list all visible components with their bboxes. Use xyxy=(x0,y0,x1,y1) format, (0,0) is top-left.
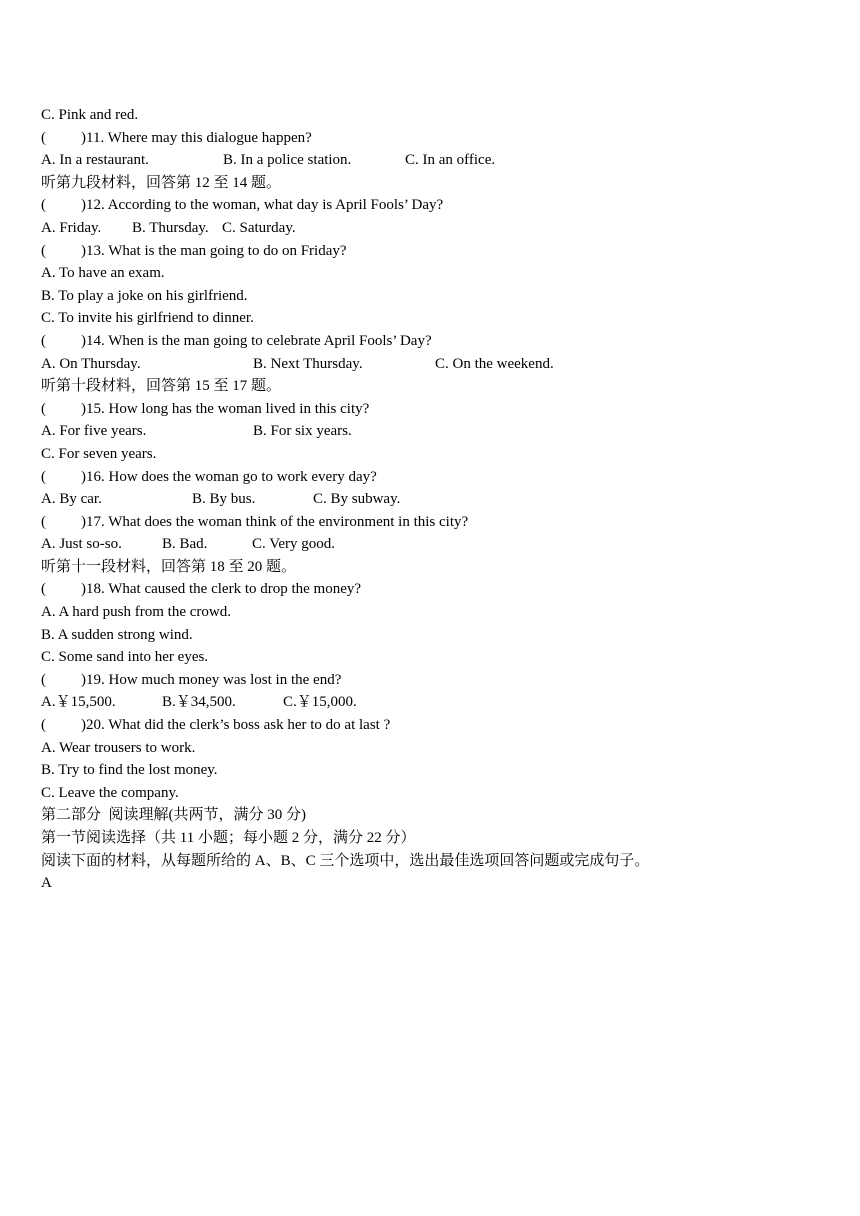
option-a: A. For five years. xyxy=(41,423,147,440)
option-c: C. Very good. xyxy=(252,536,336,553)
option-c: C. By subway. xyxy=(313,491,401,508)
reading-instruction: 阅读下面的材料，从每题所给的 A、B、C 三个选项中，选出最佳选项回答问题或完成句子。 xyxy=(41,852,650,869)
option-b: B. Next Thursday. xyxy=(253,355,363,372)
answer-blank: ( xyxy=(41,581,46,598)
question-text: )13. What is the man going to do on Friday? xyxy=(81,242,347,259)
option-line xyxy=(41,624,841,647)
answer-blank: ( xyxy=(41,468,46,485)
option-c: C.￥15,000. xyxy=(283,694,357,711)
option-c: C. To invite his girlfriend to dinner. xyxy=(41,310,254,327)
question-text: )11. Where may this dialogue happen? xyxy=(81,129,312,146)
section-heading: 第一节阅读选择（共 11 小题；每小题 2 分，满分 22 分） xyxy=(41,830,416,846)
option-c: C. Some sand into her eyes. xyxy=(41,649,209,666)
option-line xyxy=(41,307,841,330)
options-19 xyxy=(41,691,841,714)
option-a: A. In a restaurant. xyxy=(41,152,149,169)
option-b: B. A sudden strong wind. xyxy=(41,626,193,643)
section-instruction: 听第十段材料，回答第 15 至 17 题。 xyxy=(41,378,282,395)
option-c: C. For seven years. xyxy=(41,445,157,462)
option-c: C. On the weekend. xyxy=(435,355,554,372)
option-a: A. Friday. xyxy=(41,219,102,236)
question-16 xyxy=(41,466,841,489)
passage-label: A xyxy=(41,875,52,892)
answer-blank: ( xyxy=(41,197,46,214)
option-line xyxy=(41,262,841,285)
question-20 xyxy=(41,714,841,737)
question-19 xyxy=(41,669,841,692)
option-c: C. Saturday. xyxy=(222,219,296,236)
answer-blank: ( xyxy=(41,400,46,417)
question-18 xyxy=(41,578,841,601)
option-c: C. Leave the company. xyxy=(41,784,179,801)
answer-blank: ( xyxy=(41,671,46,688)
option-b: B. To play a joke on his girlfriend. xyxy=(41,287,248,304)
part-heading: 第二部分 阅读理解(共两节，满分 30 分) xyxy=(41,807,306,824)
question-text: )19. How much money was lost in the end? xyxy=(81,671,342,688)
answer-blank: ( xyxy=(41,242,46,259)
option-b: B. For six years. xyxy=(253,423,352,440)
option-line xyxy=(41,782,841,805)
question-17 xyxy=(41,511,841,534)
question-text: )17. What does the woman think of the environment in this city? xyxy=(81,513,469,530)
option-line xyxy=(41,285,841,308)
option-line xyxy=(41,737,841,760)
document-page xyxy=(41,104,841,895)
option-a: A.￥15,500. xyxy=(41,694,116,711)
answer-blank: ( xyxy=(41,129,46,146)
option-a: A. On Thursday. xyxy=(41,355,141,372)
option-a: A. By car. xyxy=(41,491,102,508)
question-text: )16. How does the woman go to work every day? xyxy=(81,468,377,485)
question-13 xyxy=(41,240,841,263)
answer-blank: ( xyxy=(41,513,46,530)
option-a: A. A hard push from the crowd. xyxy=(41,604,231,621)
answer-blank: ( xyxy=(41,717,46,734)
option-b: B. In a police station. xyxy=(223,152,352,169)
option-a: A. Just so-so. xyxy=(41,536,122,553)
option-line xyxy=(41,104,841,127)
question-text: )20. What did the clerk’s boss ask her to do at last ? xyxy=(81,717,391,734)
question-15 xyxy=(41,398,841,421)
option-b: B. By bus. xyxy=(192,491,256,508)
options-11 xyxy=(41,149,841,172)
question-text: )18. What caused the clerk to drop the money? xyxy=(81,581,362,598)
option-line xyxy=(41,759,841,782)
option-a: A. Wear trousers to work. xyxy=(41,739,196,756)
option-line xyxy=(41,646,841,669)
question-text: )14. When is the man going to celebrate April Fools’ Day? xyxy=(81,332,432,349)
options-16 xyxy=(41,488,841,511)
options-17 xyxy=(41,533,841,556)
option-c: C. Pink and red. xyxy=(41,107,139,123)
question-text: )15. How long has the woman lived in this city? xyxy=(81,400,370,417)
option-line xyxy=(41,443,841,466)
question-text: )12. According to the woman, what day is April Fools’ Day? xyxy=(81,197,444,214)
option-b: B. Bad. xyxy=(162,536,208,553)
option-b: B. Thursday. xyxy=(132,219,209,236)
answer-blank: ( xyxy=(41,332,46,349)
section-instruction: 听第十一段材料，回答第 18 至 20 题。 xyxy=(41,558,297,575)
section-instruction: 听第九段材料，回答第 12 至 14 题。 xyxy=(41,174,282,191)
option-c: C. In an office. xyxy=(405,152,496,169)
option-b: B. Try to find the lost money. xyxy=(41,762,218,779)
options-14 xyxy=(41,353,841,376)
question-12 xyxy=(41,194,841,217)
option-line xyxy=(41,601,841,624)
question-14 xyxy=(41,330,841,353)
options-15 xyxy=(41,420,841,443)
option-a: A. To have an exam. xyxy=(41,265,165,282)
question-11 xyxy=(41,127,841,150)
option-b: B.￥34,500. xyxy=(162,694,236,711)
options-12 xyxy=(41,217,841,240)
